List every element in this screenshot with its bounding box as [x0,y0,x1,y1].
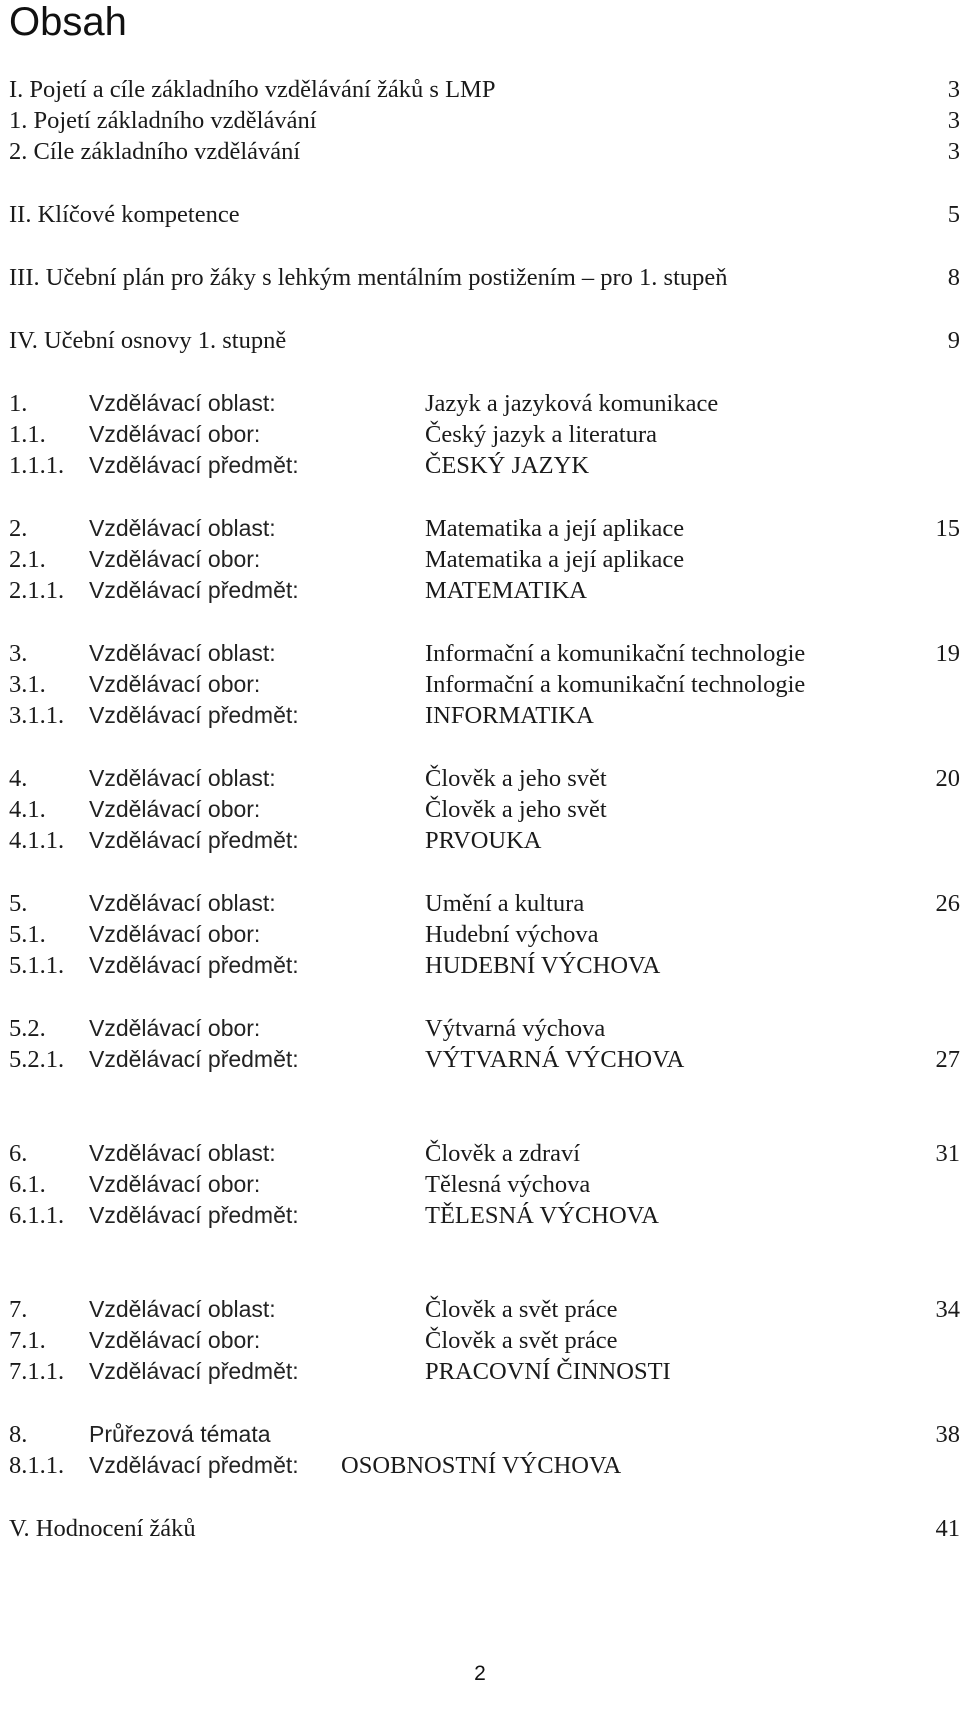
toc-area-row [0,763,960,794]
toc-num: 7.1.1. [9,1358,65,1385]
toc-area-row [0,388,960,419]
toc-page: 27 [935,1046,960,1073]
toc-name: TĚLESNÁ VÝCHOVA [425,1202,659,1229]
toc-entry-page: 5 [947,201,960,228]
toc-page: 15 [935,515,960,542]
toc-num: 3. [9,640,28,667]
toc-num: 4.1.1. [9,827,65,854]
toc-name: Umění a kultura [425,890,585,917]
toc-name: PRACOVNÍ ČINNOSTI [425,1358,671,1385]
toc-area-row [0,919,960,950]
toc-area-row [0,1200,960,1231]
toc-name: Člověk a svět práce [425,1327,618,1354]
toc-page: 20 [935,765,960,792]
toc-entry-page: 3 [947,138,960,165]
toc-type: Vzdělávací předmět: [89,827,299,853]
toc-area-row [0,513,960,544]
toc-name: OSOBNOSTNÍ VÝCHOVA [341,1452,622,1479]
toc-num: 8. [9,1421,28,1448]
toc-name: Matematika a její aplikace [425,515,685,542]
toc-type: Vzdělávací oblast: [89,1296,276,1322]
toc-type: Vzdělávací předmět: [89,452,299,478]
toc-num: 1.1. [9,421,46,448]
toc-num: 7. [9,1296,28,1323]
toc-num: 7.1. [9,1327,46,1354]
toc-entry [0,199,960,230]
toc-type: Vzdělávací obor: [89,1327,261,1353]
toc-entry-page: 3 [947,76,960,103]
toc-area-row [0,1169,960,1200]
toc-area-row [0,450,960,481]
toc-name: Informační a komunikační technologie [425,671,806,698]
toc-area-row [0,1356,960,1387]
toc-num: 2.1. [9,546,46,573]
toc-name: PRVOUKA [425,827,542,854]
toc-type: Vzdělávací oblast: [89,890,276,916]
toc-entry-text: 1. Pojetí základního vzdělávání [9,107,317,134]
toc-area-row [0,544,960,575]
toc-entry [0,1513,960,1544]
toc-area-row [0,794,960,825]
toc-entry-page: 41 [935,1515,960,1542]
toc-type: Průřezová témata [89,1421,271,1447]
toc-entry-text: IV. Učební osnovy 1. stupně [9,327,287,354]
toc-name: Jazyk a jazyková komunikace [425,390,719,417]
toc-type: Vzdělávací obor: [89,1171,261,1197]
toc-area-row [0,1325,960,1356]
toc-entry-text: 2. Cíle základního vzdělávání [9,138,301,165]
toc-name: Tělesná výchova [425,1171,591,1198]
toc-area-row [0,888,960,919]
toc-area-row [0,575,960,606]
toc-entry-text: I. Pojetí a cíle základního vzdělávání žáků s LMP [9,76,496,103]
toc-type: Vzdělávací obor: [89,671,261,697]
toc-type: Vzdělávací oblast: [89,390,276,416]
toc-name: Matematika a její aplikace [425,546,685,573]
toc-name: INFORMATIKA [425,702,594,729]
toc-area-row [0,1138,960,1169]
toc-type: Vzdělávací oblast: [89,1140,276,1166]
toc-type: Vzdělávací předmět: [89,1452,299,1478]
toc-entry-page: 8 [947,264,960,291]
toc-entry-text: II. Klíčové kompetence [9,201,240,228]
toc-type: Vzdělávací obor: [89,1015,261,1041]
toc-num: 4.1. [9,796,46,823]
toc-num: 4. [9,765,28,792]
toc-entry-page: 3 [947,107,960,134]
toc-name: Člověk a jeho svět [425,796,607,823]
toc-num: 2. [9,515,28,542]
toc-num: 8.1.1. [9,1452,65,1479]
toc-entry [0,105,960,136]
toc-num: 5.1.1. [9,952,65,979]
toc-type: Vzdělávací obor: [89,546,261,572]
toc-num: 5.1. [9,921,46,948]
toc-num: 5.2. [9,1015,46,1042]
toc-area-row [0,419,960,450]
toc-name: HUDEBNÍ VÝCHOVA [425,952,661,979]
toc-page: 26 [935,890,960,917]
toc-name: Člověk a svět práce [425,1296,618,1323]
toc-type: Vzdělávací předmět: [89,1046,299,1072]
toc-name: Český jazyk a literatura [425,421,657,448]
toc-type: Vzdělávací předmět: [89,952,299,978]
toc-type: Vzdělávací obor: [89,921,261,947]
toc-type: Vzdělávací obor: [89,421,261,447]
toc-entry-text: V. Hodnocení žáků [9,1515,196,1542]
toc-name: ČESKÝ JAZYK [425,452,590,479]
toc-area-row [0,1419,960,1450]
toc-area-row [0,1294,960,1325]
toc-num: 6.1.1. [9,1202,65,1229]
toc-area-row [0,638,960,669]
toc-area-row [0,1044,960,1075]
toc-name: VÝTVARNÁ VÝCHOVA [425,1046,685,1073]
toc-type: Vzdělávací oblast: [89,765,276,791]
toc-type: Vzdělávací předmět: [89,1358,299,1384]
page-number: 2 [474,1662,486,1685]
toc-type: Vzdělávací oblast: [89,640,276,666]
toc-num: 3.1.1. [9,702,65,729]
toc-num: 6. [9,1140,28,1167]
toc-entry-page: 9 [947,327,960,354]
toc-num: 5. [9,890,28,917]
toc-type: Vzdělávací předmět: [89,1202,299,1228]
toc-area-row [0,700,960,731]
page-title: Obsah [9,0,127,44]
toc-num: 2.1.1. [9,577,65,604]
toc-page: 38 [935,1421,960,1448]
toc-type: Vzdělávací předmět: [89,702,299,728]
toc-area-row [0,1013,960,1044]
toc-name: Informační a komunikační technologie [425,640,806,667]
toc-page: 31 [935,1140,960,1167]
toc-num: 3.1. [9,671,46,698]
toc-name: Výtvarná výchova [425,1015,606,1042]
toc-type: Vzdělávací oblast: [89,515,276,541]
toc-entry [0,74,960,105]
toc-entry [0,325,960,356]
toc-type: Vzdělávací obor: [89,796,261,822]
toc-entry [0,262,960,293]
toc-num: 5.2.1. [9,1046,65,1073]
toc-area-row [0,1450,960,1481]
toc-page: 34 [935,1296,960,1323]
toc-area-row [0,825,960,856]
toc-page: 19 [935,640,960,667]
toc-name: Člověk a jeho svět [425,765,607,792]
toc-num: 1. [9,390,28,417]
toc-num: 6.1. [9,1171,46,1198]
toc-entry [0,136,960,167]
toc-entry-text: III. Učební plán pro žáky s lehkým mentálním postižením – pro 1. stupeň [9,264,728,291]
toc-type: Vzdělávací předmět: [89,577,299,603]
toc-name: Hudební výchova [425,921,599,948]
toc-num: 1.1.1. [9,452,65,479]
toc-name: MATEMATIKA [425,577,587,604]
toc-area-row [0,950,960,981]
toc-name: Člověk a zdraví [425,1140,581,1167]
toc-area-row [0,669,960,700]
